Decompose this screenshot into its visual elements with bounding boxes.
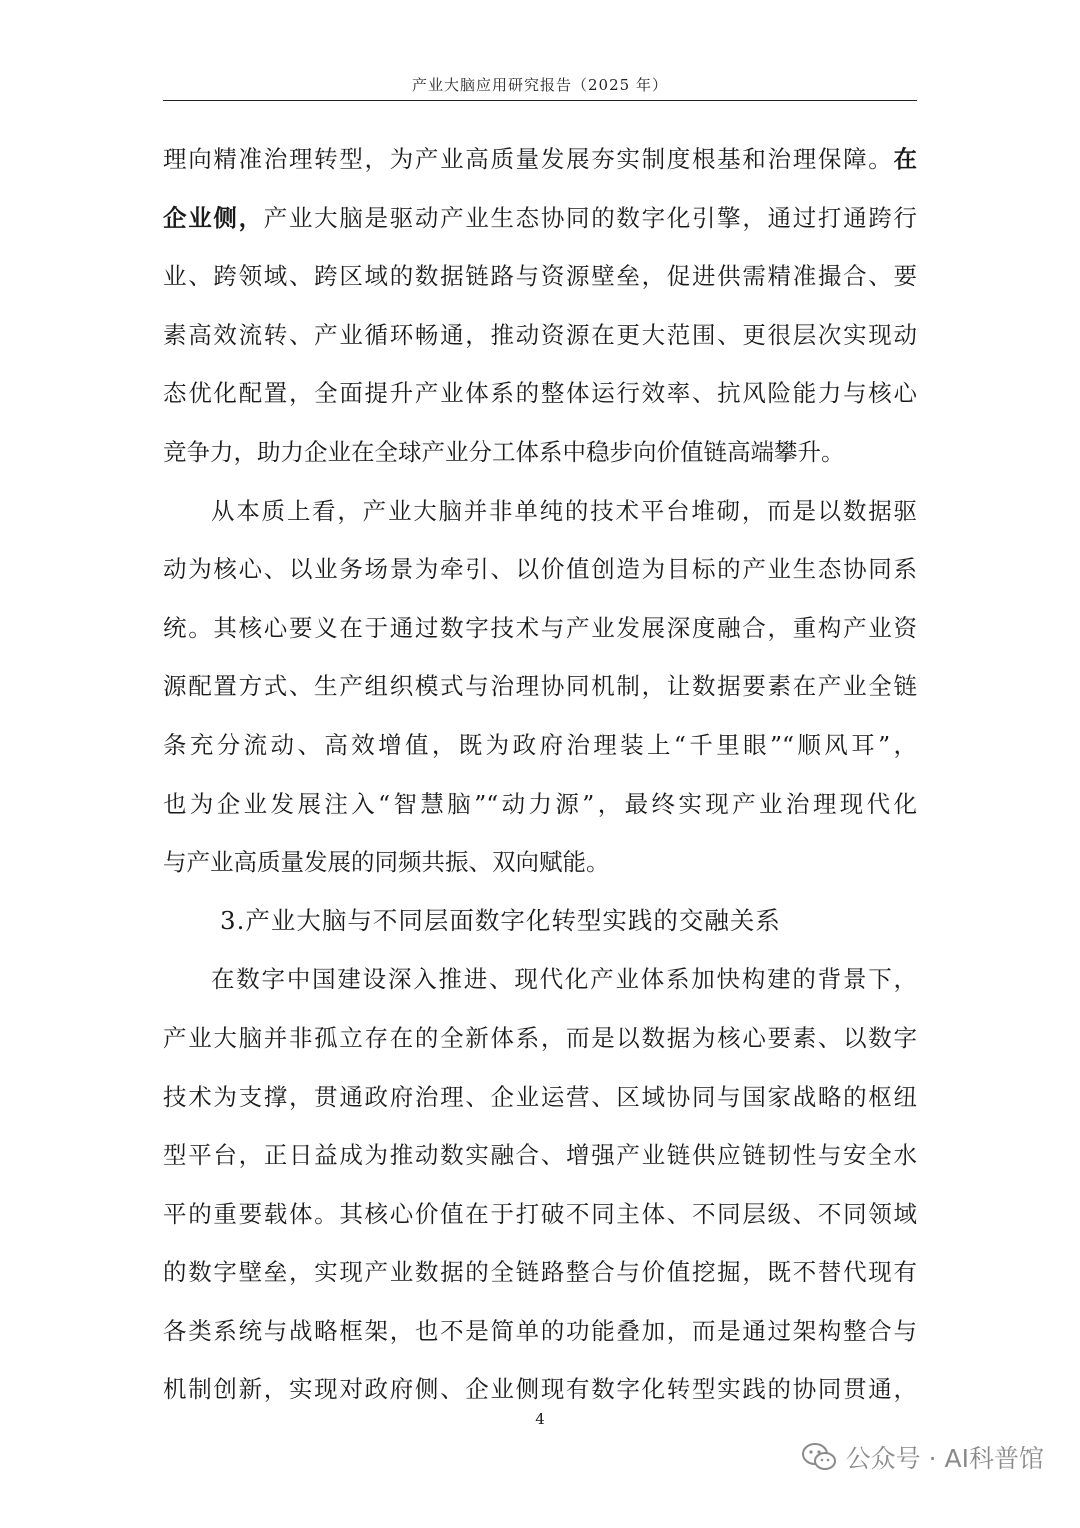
text-line: 机制创新，实现对政府侧、企业侧现有数字化转型实践的协同贯通， bbox=[163, 1375, 917, 1404]
wechat-icon bbox=[802, 1443, 836, 1471]
text-line: 在数字中国建设深入推进、现代化产业体系加快构建的背景下， bbox=[211, 965, 917, 994]
text-line: 理向精准治理转型，为产业高质量发展夯实制度根基和治理保障。在 bbox=[163, 145, 917, 173]
text-line: 企业侧，产业大脑是驱动产业生态协同的数字化引擎，通过打通跨行 bbox=[163, 203, 918, 232]
text-line: 态优化配置，全面提升产业体系的整体运行效率、抗风险能力与核心 bbox=[163, 379, 917, 408]
text-line: 条充分流动、高效增值，既为政府治理装上“千里眼”“顺风耳”， bbox=[163, 730, 917, 759]
watermark bbox=[802, 1437, 1044, 1477]
watermark-text: 公众号 · AI科普馆 bbox=[845, 1444, 1044, 1473]
text-line: 动为核心、以业务场景为牵引、以价值创造为目标的产业生态协同系 bbox=[163, 555, 917, 584]
text-line: 竞争力，助力企业在全球产业分工体系中稳步向价值链高端攀升。 bbox=[163, 437, 845, 466]
text-line: 源配置方式、生产组织模式与治理协同机制，让数据要素在产业全链 bbox=[163, 672, 917, 701]
header-divider bbox=[163, 100, 917, 101]
text-line: 产业大脑并非孤立存在的全新体系，而是以数据为核心要素、以数字 bbox=[163, 1023, 917, 1052]
running-header: 产业大脑应用研究报告（2025 年） bbox=[412, 76, 668, 94]
document-body bbox=[163, 130, 917, 1419]
text-line: 统。其核心要义在于通过数字技术与产业发展深度融合，重构产业资 bbox=[163, 613, 917, 642]
text-line: 平的重要载体。其核心价值在于打破不同主体、不同层级、不同领域 bbox=[163, 1199, 917, 1228]
text-line: 与产业高质量发展的同频共振、双向赋能。 bbox=[163, 848, 610, 877]
text-line: 也为企业发展注入“智慧脑”“动力源”，最终实现产业治理现代化 bbox=[163, 789, 917, 818]
text-line: 素高效流转、产业循环畅通，推动资源在更大范围、更很层次实现动 bbox=[163, 320, 917, 349]
page-number: 4 bbox=[535, 1410, 545, 1428]
text-line: 的数字壁垒，实现产业数据的全链路整合与价值挖掘，既不替代现有 bbox=[163, 1258, 917, 1287]
section-heading: 3.产业大脑与不同层面数字化转型实践的交融关系 bbox=[220, 905, 781, 935]
text-line: 从本质上看，产业大脑并非单纯的技术平台堆砌，而是以数据驱 bbox=[211, 496, 917, 525]
text-line: 业、跨领域、跨区域的数据链路与资源壁垒，促进供需精准撮合、要 bbox=[163, 262, 917, 291]
text-line: 型平台，正日益成为推动数实融合、增强产业链供应链韧性与安全水 bbox=[163, 1141, 917, 1170]
text-line: 技术为支撑，贯通政府治理、企业运营、区域协同与国家战略的枢纽 bbox=[163, 1082, 917, 1111]
text-line: 各类系统与战略框架，也不是简单的功能叠加，而是通过架构整合与 bbox=[163, 1316, 917, 1345]
